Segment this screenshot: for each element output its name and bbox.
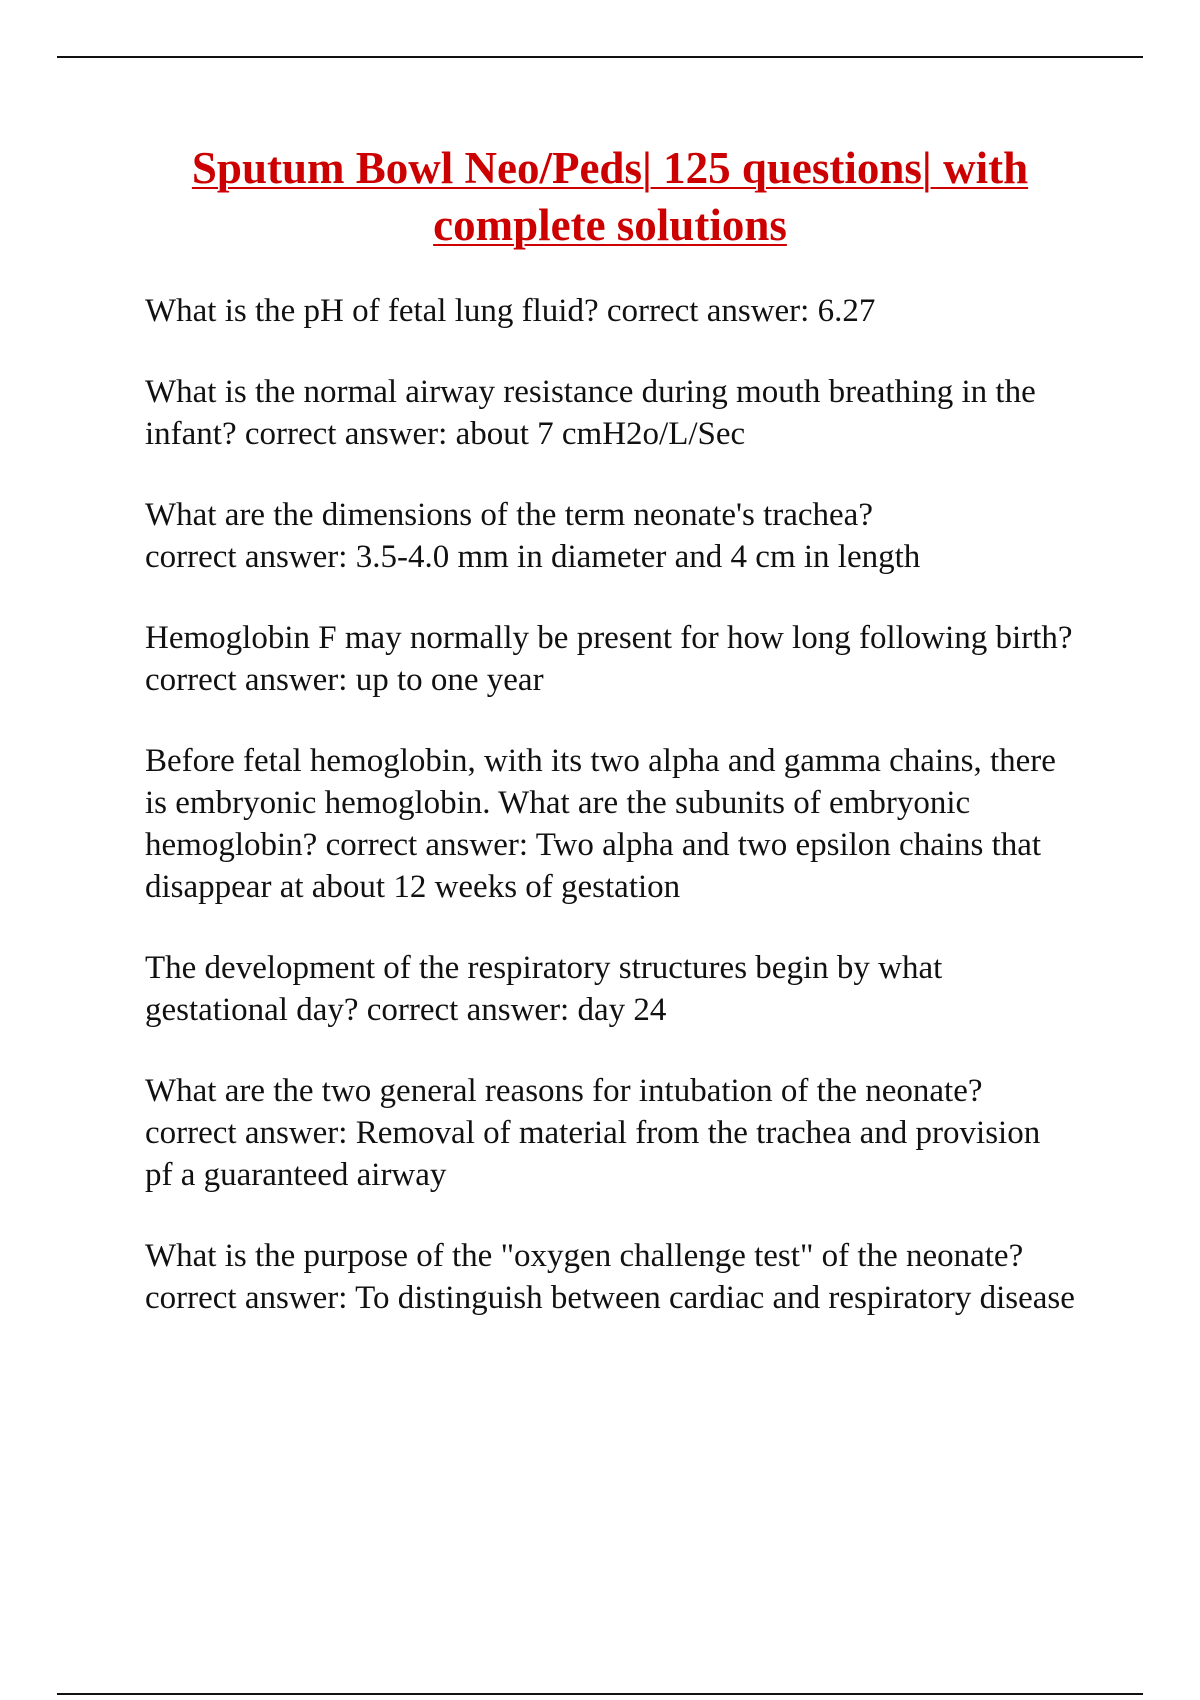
title-line-2: complete solutions [433, 200, 787, 250]
question-text: What is the purpose of the "oxygen challenge test" of the neonate? [145, 1238, 1024, 1274]
answer-label: correct answer: [606, 293, 810, 329]
question-text: What is the pH of fetal lung fluid? [145, 293, 599, 329]
answer-label: correct answer: [145, 539, 348, 575]
qa-item [145, 371, 1075, 455]
answer-text: 6.27 [817, 293, 876, 329]
qa-item [145, 617, 1075, 701]
bottom-rule [57, 1693, 1143, 1695]
question-text: Before fetal hemoglobin, with its two alpha and gamma chains, there is embryonic hemoglobin. What are the subunits of embryonic hemoglobin? [145, 743, 1056, 863]
answer-text: day 24 [577, 992, 667, 1028]
qa-item [145, 1070, 1075, 1196]
question-text: The development of the respiratory structures begin by what gestational day? [145, 950, 943, 1028]
answer-label: correct answer: [145, 1280, 348, 1316]
question-text: What are the two general reasons for intubation of the neonate? [145, 1073, 983, 1109]
qa-item [145, 494, 1075, 578]
answer-label: correct answer: [325, 827, 529, 863]
document-page [145, 140, 1075, 1358]
qa-list [145, 290, 1075, 1319]
qa-item [145, 290, 1075, 332]
answer-label: correct answer: [145, 662, 348, 698]
document-title [145, 140, 1075, 254]
answer-label: correct answer: [366, 992, 570, 1028]
qa-item [145, 740, 1075, 908]
answer-label: correct answer: [244, 416, 448, 452]
title-line-1: Sputum Bowl Neo/Peds| 125 questions| with [191, 143, 1029, 193]
answer-label: correct answer: [145, 1115, 348, 1151]
answer-text: Removal of material from the trachea and provision pf a guaranteed airway [145, 1115, 1041, 1193]
qa-item [145, 1235, 1075, 1319]
qa-item [145, 947, 1075, 1031]
answer-text: Two alpha and two epsilon chains that disappear at about 12 weeks of gestation [145, 827, 1042, 905]
answer-text: 3.5-4.0 mm in diameter and 4 cm in length [355, 539, 921, 575]
top-rule [57, 56, 1143, 58]
question-text: Hemoglobin F may normally be present for how long following birth? [145, 620, 1073, 656]
answer-text: about 7 cmH2o/L/Sec [455, 416, 746, 452]
question-text: What is the normal airway resistance during mouth breathing in the infant? [145, 374, 1036, 452]
question-text: What are the dimensions of the term neonate's trachea? [145, 497, 873, 533]
answer-text: To distinguish between cardiac and respiratory disease [355, 1280, 1075, 1316]
answer-text: up to one year [355, 662, 544, 698]
